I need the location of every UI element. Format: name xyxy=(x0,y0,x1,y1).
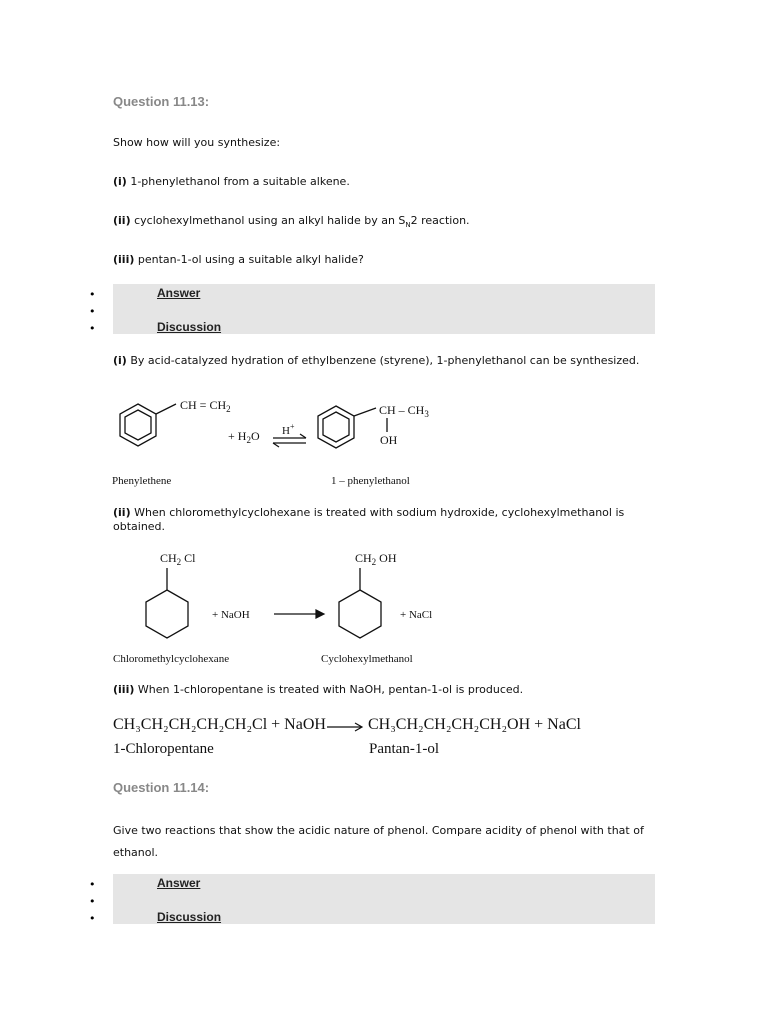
bullet: • xyxy=(89,288,96,301)
part-tail: 2 reaction. xyxy=(410,214,470,227)
reactant-name: Chloromethylcyclohexane xyxy=(113,653,230,665)
part-subscript: N xyxy=(405,221,411,230)
byproduct: + NaCl xyxy=(400,609,433,621)
cyclohexane-ring-icon xyxy=(146,568,188,638)
reaction-3-products: CH₃CH₂CH₂CH₂CH₂OH + NaCl xyxy=(368,716,581,733)
answer-label: (ii) xyxy=(113,506,131,519)
answer-text: When 1-chloropentane is treated with NaOH, pentan-1-ol is produced. xyxy=(134,683,524,696)
product-hydroxyl: OH xyxy=(380,433,398,447)
question-part-1 xyxy=(113,175,350,189)
question-title: Question 11.13: xyxy=(113,94,210,109)
reactant-substituent: CH = $CH_2$ xyxy=(180,398,231,414)
bullet: • xyxy=(89,895,96,908)
product-name: Cyclohexylmethanol xyxy=(321,653,413,665)
benzene-ring-icon xyxy=(120,404,176,446)
answer-link[interactable]: Answer xyxy=(157,286,201,300)
reaction-arrow-icon xyxy=(325,720,365,734)
discussion-link[interactable]: Discussion xyxy=(157,910,222,924)
part-text: pentan-1-ol using a suitable alkyl halide? xyxy=(134,253,364,266)
reaction-1-diagram xyxy=(110,392,450,492)
question-title: Question 11.14: xyxy=(113,780,210,795)
question-part-2 xyxy=(113,214,470,232)
answer-part-2 xyxy=(113,506,653,534)
product-substituent: $CH_2$ OH xyxy=(355,551,397,567)
reaction-3-product-name: Pantan-1-ol xyxy=(369,741,439,757)
reagent: + NaOH xyxy=(212,609,250,621)
bullet: • xyxy=(89,305,96,318)
part-label: (iii) xyxy=(113,253,135,266)
bullet: • xyxy=(89,912,96,925)
benzene-ring-icon xyxy=(318,406,387,448)
reaction-3-reactant-name: 1-Chloropentane xyxy=(113,741,214,757)
answer-part-1 xyxy=(113,354,653,368)
question-text: Give two reactions that show the acidic nature of phenol. Compare acidity of phenol with that of ethanol. xyxy=(113,824,644,859)
cyclohexane-ring-icon xyxy=(339,568,381,638)
answer-part-3 xyxy=(113,683,653,697)
bullet: • xyxy=(89,878,96,891)
reactant-name: Phenylethene xyxy=(112,475,172,487)
part-label: (ii) xyxy=(113,214,131,227)
product-name: 1 – phenylethanol xyxy=(331,475,410,487)
part-label: (i) xyxy=(113,175,127,188)
reaction-2-diagram xyxy=(110,548,450,670)
product-substituent: CH – $CH_3$ xyxy=(379,403,429,419)
bullet: • xyxy=(89,322,96,335)
reactant-substituent: $CH_2$ Cl xyxy=(160,551,196,567)
answer-label: (i) xyxy=(113,354,127,367)
catalyst: H+ xyxy=(282,422,295,437)
answer-text: When chloromethylcyclohexane is treated with sodium hydroxide, cyclohexylmethanol is obtained. xyxy=(113,506,625,533)
question-intro: Show how will you synthesize: xyxy=(113,136,281,149)
reaction-3-reactants: CH₃CH₂CH₂CH₂CH₂Cl + NaOH xyxy=(113,716,326,733)
answer-text: By acid-catalyzed hydration of ethylbenzene (styrene), 1-phenylethanol can be synthesized. xyxy=(126,354,640,367)
reagent: + $H_2O$ xyxy=(228,429,260,445)
part-text: cyclohexylmethanol using an alkyl halide by an S xyxy=(130,214,406,227)
answer-label: (iii) xyxy=(113,683,135,696)
reaction-arrow-icon xyxy=(274,610,324,618)
question-part-3 xyxy=(113,253,364,267)
discussion-link[interactable]: Discussion xyxy=(157,320,222,334)
part-text: 1-phenylethanol from a suitable alkene. xyxy=(126,175,350,188)
answer-link[interactable]: Answer xyxy=(157,876,201,890)
